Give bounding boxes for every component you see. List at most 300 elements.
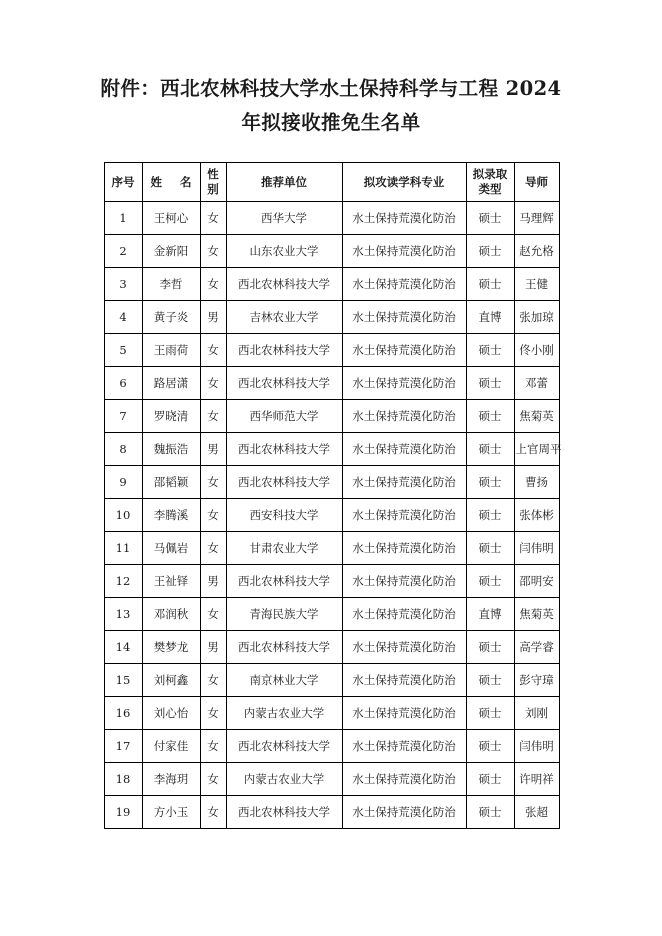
cell-sex-text: 女 [207,706,219,720]
cell-org [226,565,342,598]
cell-type [466,697,514,730]
cell-type-text: 硕士 [478,673,502,687]
cell-seq [104,730,142,763]
cell-org [226,598,342,631]
cell-org [226,202,342,235]
cell-sex-text: 女 [207,508,219,522]
cell-org-text: 西北农林科技大学 [238,277,330,291]
cell-name-text: 王柯心 [153,211,189,225]
cell-seq-text: 3 [119,277,127,291]
cell-seq [104,763,142,796]
cell-type [466,235,514,268]
cell-type [466,499,514,532]
cell-sex-text: 男 [207,640,219,654]
cell-type [466,664,514,697]
cell-org-text: 山东农业大学 [249,244,319,258]
cell-org [226,532,342,565]
cell-type [466,334,514,367]
cell-adv [514,598,559,631]
cell-sex-text: 女 [207,607,219,621]
cell-type-text: 硕士 [478,706,502,720]
cell-type-text: 硕士 [478,475,502,489]
cell-org-text: 吉林农业大学 [249,310,319,324]
table-row [104,730,559,763]
table-row [104,235,559,268]
table-row [104,598,559,631]
cell-seq-text: 19 [115,805,131,819]
cell-name [142,631,200,664]
cell-name-text: 马佩岩 [153,541,189,555]
cell-sex [200,334,226,367]
cell-adv [514,433,562,466]
table-row [104,532,559,565]
cell-type-text: 硕士 [478,211,502,225]
cell-major [342,730,466,763]
cell-sex-text: 女 [207,805,219,819]
cell-seq-text: 9 [119,475,127,489]
cell-type-text: 硕士 [478,541,502,555]
table-row [104,697,559,730]
cell-adv-text: 赵允格 [519,244,554,258]
table-row [104,664,559,697]
cell-seq-text: 17 [115,739,131,753]
cell-adv [514,697,559,730]
table-header-row [104,163,559,202]
cell-sex [200,202,226,235]
cell-sex [200,235,226,268]
cell-sex [200,499,226,532]
cell-adv [514,268,559,301]
cell-name [142,301,200,334]
cell-type [466,202,514,235]
cell-seq-text: 13 [115,607,131,621]
cell-adv [514,532,559,565]
cell-name-text: 樊梦龙 [153,640,189,654]
cell-adv-text: 刘刚 [525,706,548,720]
cell-name [142,532,200,565]
cell-seq-text: 8 [119,442,127,456]
cell-seq-text: 11 [115,541,131,555]
table-row [104,433,559,466]
cell-sex [200,730,226,763]
cell-sex-text: 女 [207,244,219,258]
cell-name [142,334,200,367]
table-row [104,334,559,367]
cell-sex-text: 女 [207,475,219,489]
cell-org [226,499,342,532]
roster-table-head [104,163,559,202]
cell-adv-text: 邓蕾 [525,376,548,390]
cell-org-text: 西北农林科技大学 [238,805,330,819]
cell-name [142,433,200,466]
cell-adv-text: 张加琼 [519,310,554,324]
cell-type [466,532,514,565]
column-header-major: 拟攻读学科专业 [342,163,466,202]
cell-seq [104,400,142,433]
cell-major [342,235,466,268]
cell-type [466,268,514,301]
cell-sex [200,532,226,565]
cell-type [466,367,514,400]
table-row [104,763,559,796]
cell-name-text: 李海玥 [153,772,189,786]
cell-sex [200,565,226,598]
cell-org-text: 内蒙古农业大学 [243,772,325,786]
cell-org [226,334,342,367]
cell-sex-text: 男 [207,310,219,324]
cell-adv-text: 王健 [525,277,548,291]
table-row [104,400,559,433]
table-row [104,367,559,400]
cell-major-text: 水土保持荒漠化防治 [352,640,456,654]
cell-type [466,433,514,466]
cell-sex-text: 女 [207,409,219,423]
cell-org [226,268,342,301]
cell-org [226,763,342,796]
cell-name-text: 王雨荷 [153,343,189,357]
cell-major-text: 水土保持荒漠化防治 [352,442,456,456]
cell-adv-text: 焦菊英 [519,409,554,423]
cell-major-text: 水土保持荒漠化防治 [352,772,456,786]
cell-org [226,301,342,334]
cell-seq-text: 4 [119,310,127,324]
cell-adv-text: 彭守璋 [519,673,554,687]
cell-sex [200,367,226,400]
cell-sex-text: 女 [207,343,219,357]
page-title [0,0,662,140]
cell-adv-text: 闫伟明 [519,739,554,753]
cell-org-text: 西北农林科技大学 [238,739,330,753]
cell-type-text: 直博 [478,607,502,621]
cell-seq [104,268,142,301]
cell-major-text: 水土保持荒漠化防治 [352,409,456,423]
cell-major [342,532,466,565]
column-header-name-label: 姓 名 [150,175,199,189]
cell-adv-text: 上官周平 [515,442,562,456]
cell-seq [104,499,142,532]
cell-name-text: 刘柯鑫 [153,673,189,687]
column-header-sex [200,163,226,202]
cell-type-text: 硕士 [478,376,502,390]
cell-major [342,301,466,334]
cell-org [226,433,342,466]
cell-adv-text: 邵明安 [519,574,554,588]
cell-name [142,466,200,499]
cell-type-text: 硕士 [478,574,502,588]
cell-org [226,796,342,829]
cell-seq-text: 15 [115,673,131,687]
cell-type-text: 硕士 [478,508,502,522]
cell-seq [104,565,142,598]
cell-org-text: 西北农林科技大学 [238,640,330,654]
cell-type-text: 硕士 [478,640,502,654]
cell-seq-text: 6 [119,376,127,390]
table-row [104,499,559,532]
cell-name-text: 李腾溪 [153,508,189,522]
cell-type [466,763,514,796]
cell-org-text: 青海民族大学 [249,607,319,621]
cell-name [142,565,200,598]
column-header-advisor: 导师 [514,163,559,202]
cell-seq [104,235,142,268]
cell-name-text: 王祉铎 [153,574,189,588]
cell-seq [104,796,142,829]
cell-type [466,598,514,631]
cell-seq-text: 5 [119,343,127,357]
cell-sex [200,400,226,433]
cell-sex-text: 女 [207,211,219,225]
cell-name [142,796,200,829]
cell-org-text: 西北农林科技大学 [238,475,330,489]
cell-sex-text: 男 [207,574,219,588]
cell-sex [200,697,226,730]
cell-type [466,466,514,499]
cell-name-text: 李哲 [159,277,183,291]
cell-sex-text: 女 [207,277,219,291]
cell-adv [514,565,559,598]
cell-sex-text: 女 [207,772,219,786]
cell-org [226,466,342,499]
cell-major-text: 水土保持荒漠化防治 [352,244,456,258]
cell-major [342,631,466,664]
table-row [104,268,559,301]
cell-name [142,730,200,763]
cell-adv [514,763,559,796]
cell-type [466,796,514,829]
cell-sex [200,433,226,466]
cell-type-text: 硕士 [478,442,502,456]
cell-type-text: 硕士 [478,244,502,258]
cell-major [342,664,466,697]
column-header-seq: 序号 [104,163,142,202]
cell-major-text: 水土保持荒漠化防治 [352,475,456,489]
cell-seq-text: 1 [119,211,127,225]
cell-sex [200,268,226,301]
cell-major [342,202,466,235]
cell-org-text: 西华师范大学 [249,409,319,423]
cell-seq [104,202,142,235]
cell-major-text: 水土保持荒漠化防治 [352,805,456,819]
column-header-org: 推荐单位 [226,163,342,202]
cell-name-text: 路居潇 [153,376,189,390]
cell-major [342,598,466,631]
cell-adv-text: 张超 [525,805,548,819]
column-header-name [142,163,200,202]
cell-seq-text: 10 [115,508,131,522]
cell-org [226,730,342,763]
cell-name-text: 魏振浩 [153,442,189,456]
cell-name [142,400,200,433]
cell-type-text: 硕士 [478,739,502,753]
cell-org-text: 西华大学 [261,211,307,225]
cell-sex-text: 女 [207,376,219,390]
cell-sex [200,664,226,697]
column-header-type [466,163,514,202]
cell-name-text: 黄子炎 [153,310,189,324]
cell-type [466,565,514,598]
cell-adv-text: 佟小刚 [519,343,554,357]
cell-seq-text: 12 [115,574,131,588]
cell-seq [104,367,142,400]
cell-seq [104,697,142,730]
roster-table [104,162,560,829]
cell-major-text: 水土保持荒漠化防治 [352,343,456,357]
cell-major [342,697,466,730]
cell-adv-text: 曹扬 [525,475,548,489]
cell-org-text: 西北农林科技大学 [238,343,330,357]
cell-major [342,367,466,400]
cell-org-text: 西北农林科技大学 [238,574,330,588]
cell-adv-text: 马理辉 [519,211,554,225]
cell-name-text: 罗晓清 [153,409,189,423]
cell-type-text: 硕士 [478,277,502,291]
cell-org-text: 西北农林科技大学 [238,376,330,390]
cell-adv [514,730,559,763]
table-row [104,466,559,499]
cell-sex-text: 男 [207,442,219,456]
cell-seq [104,301,142,334]
cell-major-text: 水土保持荒漠化防治 [352,706,456,720]
cell-org [226,631,342,664]
cell-org-text: 甘肃农业大学 [249,541,319,555]
cell-type-text: 硕士 [478,805,502,819]
table-row [104,565,559,598]
cell-major-text: 水土保持荒漠化防治 [352,277,456,291]
cell-seq [104,532,142,565]
cell-major [342,334,466,367]
cell-adv-text: 焦菊英 [519,607,554,621]
cell-major-text: 水土保持荒漠化防治 [352,673,456,687]
cell-adv [514,796,559,829]
cell-adv-text: 高学睿 [519,640,554,654]
cell-major-text: 水土保持荒漠化防治 [352,574,456,588]
cell-type-text: 硕士 [478,343,502,357]
cell-major-text: 水土保持荒漠化防治 [352,376,456,390]
cell-seq [104,598,142,631]
cell-seq-text: 16 [115,706,131,720]
cell-sex-text: 女 [207,739,219,753]
cell-org-text: 南京林业大学 [249,673,319,687]
cell-adv [514,664,559,697]
cell-type-text: 直博 [478,310,502,324]
cell-name-text: 邵韬颖 [153,475,189,489]
cell-adv [514,499,559,532]
cell-major-text: 水土保持荒漠化防治 [352,739,456,753]
cell-adv [514,631,559,664]
cell-name [142,598,200,631]
cell-name [142,235,200,268]
cell-org [226,400,342,433]
column-header-sex-line-1: 性 [207,167,219,181]
cell-name [142,268,200,301]
cell-major-text: 水土保持荒漠化防治 [352,607,456,621]
cell-type-text: 硕士 [478,409,502,423]
cell-seq [104,334,142,367]
cell-sex-text: 女 [207,673,219,687]
cell-major-text: 水土保持荒漠化防治 [352,211,456,225]
cell-major [342,268,466,301]
cell-adv [514,334,559,367]
cell-major [342,763,466,796]
table-row [104,796,559,829]
cell-org-text: 西安科技大学 [249,508,319,522]
cell-adv [514,235,559,268]
cell-name [142,202,200,235]
cell-name [142,664,200,697]
cell-name-text: 方小玉 [153,805,189,819]
cell-name-text: 金新阳 [153,244,189,258]
cell-major-text: 水土保持荒漠化防治 [352,508,456,522]
roster-table-body [104,202,562,829]
cell-seq-text: 2 [119,244,127,258]
cell-adv [514,466,559,499]
cell-seq-text: 7 [119,409,127,423]
cell-org [226,235,342,268]
cell-major [342,565,466,598]
cell-name [142,697,200,730]
table-row [104,202,559,235]
table-row [104,301,559,334]
cell-name-text: 刘心怡 [153,706,189,720]
cell-sex [200,631,226,664]
cell-name-text: 付家佳 [153,739,189,753]
cell-org [226,697,342,730]
cell-type [466,400,514,433]
cell-sex [200,763,226,796]
cell-seq [104,466,142,499]
page-title-line-2: 年拟接收推免生名单 [241,111,421,134]
cell-type-text: 硕士 [478,772,502,786]
cell-seq [104,664,142,697]
cell-adv [514,202,559,235]
cell-major-text: 水土保持荒漠化防治 [352,541,456,555]
cell-type [466,301,514,334]
column-header-type-line-2: 类型 [478,182,502,196]
column-header-type-line-1: 拟录取 [472,167,508,181]
cell-sex [200,301,226,334]
cell-major [342,499,466,532]
cell-name [142,763,200,796]
table-row [104,631,559,664]
cell-org-text: 西北农林科技大学 [238,442,330,456]
cell-sex-text: 女 [207,541,219,555]
cell-major [342,796,466,829]
cell-seq [104,433,142,466]
page-title-line-1: 附件：西北农林科技大学水土保持科学与工程 2024 [100,77,562,100]
cell-seq [104,631,142,664]
cell-sex [200,466,226,499]
roster-table-container [104,162,562,829]
cell-major [342,433,466,466]
cell-name [142,367,200,400]
cell-major [342,466,466,499]
cell-type [466,730,514,763]
column-header-sex-line-2: 别 [207,182,219,196]
cell-sex [200,598,226,631]
cell-adv-text: 闫伟明 [519,541,554,555]
cell-name [142,499,200,532]
cell-name-text: 邓润秋 [153,607,189,621]
cell-sex [200,796,226,829]
cell-adv [514,367,559,400]
cell-type [466,631,514,664]
cell-major [342,400,466,433]
cell-major-text: 水土保持荒漠化防治 [352,310,456,324]
cell-adv-text: 许明祥 [519,772,554,786]
cell-org-text: 内蒙古农业大学 [243,706,325,720]
cell-adv-text: 张体彬 [519,508,554,522]
cell-adv [514,301,559,334]
